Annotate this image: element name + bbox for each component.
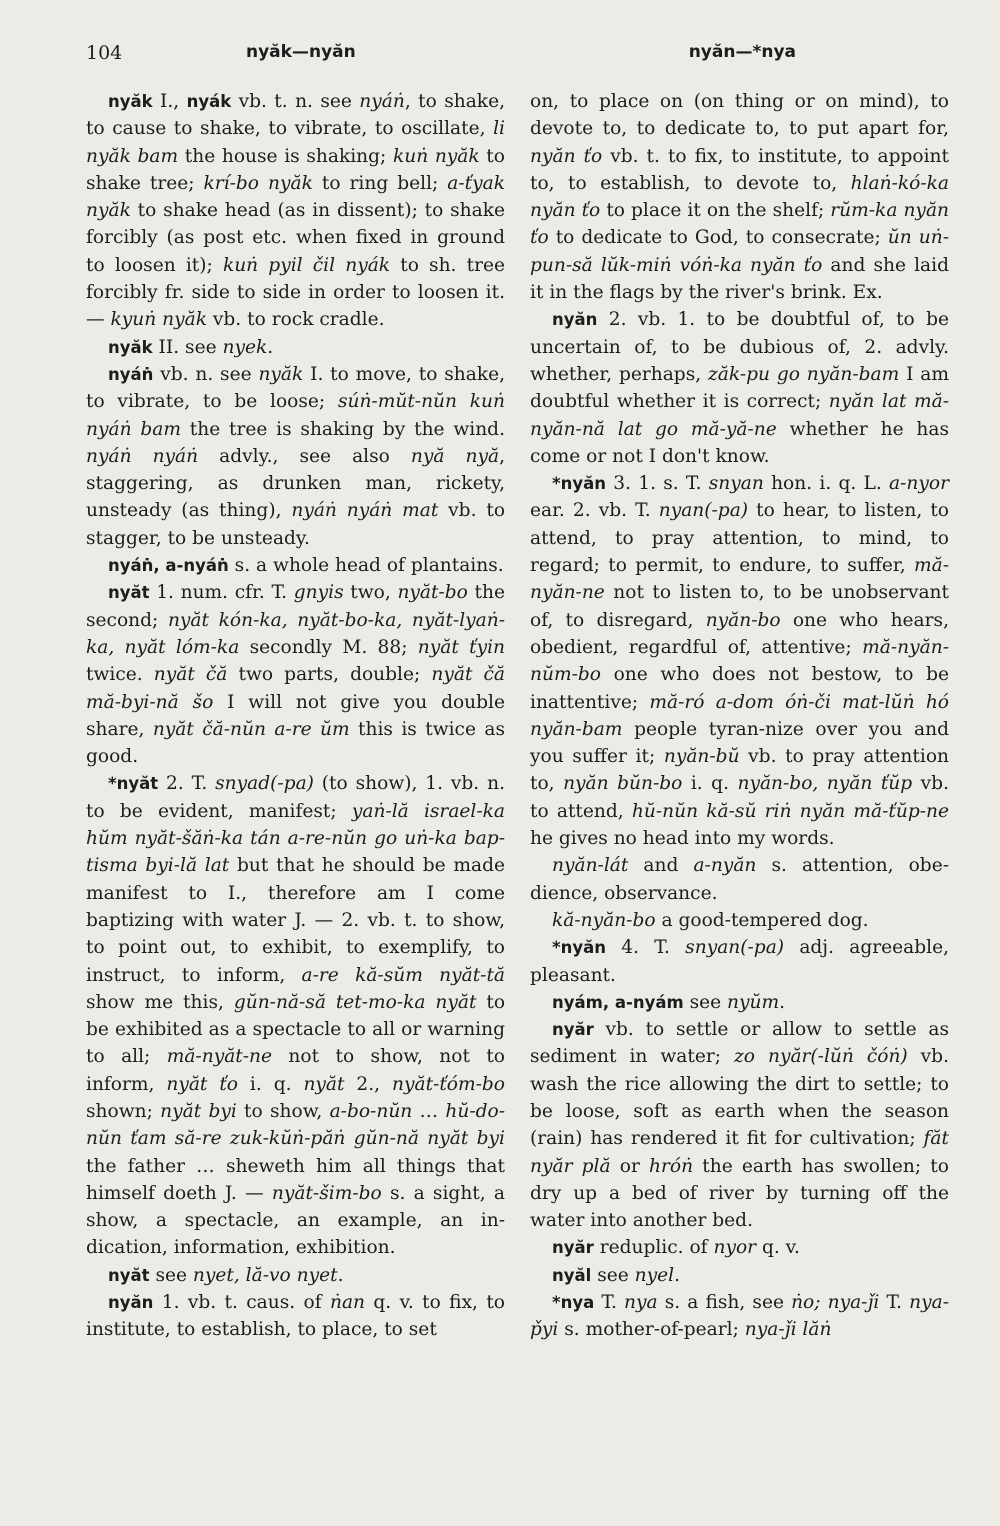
dictionary-entry: *nyăn 4. T. snyan(-pa) adj. agreeable, pleasant.: [530, 937, 949, 986]
dictionary-entry: nyăk II. see nyek.: [108, 336, 274, 358]
dictionary-entry: nyáṅ, a-nyáṅ s. a whole head of plantains.: [108, 555, 504, 577]
dictionary-entry: nyáṅ vb. n. see nyăk I. to move, to shake, to vibrate, to be loose; súṅ-mŭt-nŭn kuṅ nyáṅ bam the tree is shaking by the wind. nyáṅ nyáṅ advly., see also nyă nyă, staggering, as drunken man, rickety, unsteady (as thing), nyáṅ nyáṅ mat vb. to stagger, to be unsteady.: [86, 363, 506, 549]
dictionary-entry: nyăt 1. num. cfr. T. gnyis two, nyăt-bo the second; nyăt kón-ka, nyăt-bo-ka, nyăt-lyaṅ-ka, nyăt lóm-ka secondly M. 88; nyăt ťyin twice. nyăt čă two parts, double; nyăt čă mă-byi-nă šo I will not give you double share, nyăt čă-nŭn a-re ŭm this is twice as good.: [86, 582, 506, 768]
right-column: [530, 88, 949, 1344]
dictionary-entry: nyăn 1. vb. t. caus. of ṅan q. v. to fix, to institute, to establish, to place, to set: [86, 1292, 505, 1341]
dictionary-entry: *nya T. nya s. a fish, see ṅo; nya-ǰi T. nya-p̌yi s. mother-of-pearl; nya-ǰi lăṅ: [530, 1292, 949, 1341]
left-column: [86, 88, 505, 1344]
dictionary-entry: nyám, a-nyám see nyŭm.: [552, 991, 786, 1013]
dictionary-entry: on, to place on (on thing or on mind), to devote to, to dedicate to, to put apart for, nyăn ťo vb. t. to fix, to institute, to appoint to, to establish, to devote to, hlaṅ-kó-ka nyăn ťo to place it on the shelf; rŭm-ka nyăn ťo to dedicate to God, to consecrate; ŭn uṅ-pun-să lŭk-miṅ vóṅ-ka nyăn ťo and she laid it in the flags by the river's brink. Ex.: [530, 91, 949, 304]
dictionary-entry: *nyăt 2. T. snyad(-pa) (to show), 1. vb. n. to be evident, manifest; yaṅ-lă israel-ka hŭm nyăt-šăṅ-ka tán a-re-nŭn go uṅ-ka bap-tisma byi-lă lat but that he should be made manifest to I., therefore am I come baptizing with water J. — 2. vb. t. to show, to point out, to exhibit, to exemplify, to instruct, to inform, a-re kă-sŭm nyăt-tă show me this, gŭn-nă-să tet-mo-ka nyăt to be exhibited as a spectacle to all or warning to all; mă-nyăt-ne not to show, not to inform, nyăt ťo i. q. nyăt 2., nyăt-ťóm-bo shown; nyăt byi to show, a-bo-nŭn … hŭ-do-nŭn ťam să-re zuk-kŭṅ-păṅ gŭn-nă nyăt byi the father … sheweth him all things that himself doeth J. — nyăt-šim-bo s. a sight, a show, a spectacle, an example, an in-dication, information, exhibition.: [86, 773, 506, 1259]
running-head-right: nyăn—*nya: [688, 42, 796, 62]
page-header: [86, 42, 944, 72]
dictionary-entry: nyăr reduplic. of nyor q. v.: [552, 1237, 800, 1259]
dictionary-entry: nyăn-lát and a-nyăn s. attention, obe-dience, observance.: [530, 855, 949, 904]
dictionary-entry: nyăk I., nyák vb. t. n. see nyáṅ, to shake, to cause to shake, to vibrate, to oscillate, li nyăk bam the house is shaking; kuṅ nyăk to shake tree; krí-bo nyăk to ring bell; a-ťyak nyăk to shake head (as in dissent); to shake forcibly (as post etc. when fixed in ground to loosen it); kuṅ pyil čil nyák to sh. tree forcibly fr. side to side in order to loosen it. — kyuṅ nyăk vb. to rock cradle.: [86, 91, 505, 331]
dictionary-entry: nyăl see nyel.: [552, 1264, 681, 1286]
dictionary-entry: kă-nyăn-bo a good-tempered dog.: [552, 909, 869, 931]
dictionary-entry: nyăr vb. to settle or allow to settle as sediment in water; zo nyăr(-lŭṅ čóṅ) vb. wash the rice allowing the dirt to settle; to be loose, soft as earth when the season (rain) has rendered it fit for cultivation; făt nyăr plă or hróṅ the earth has swollen; to dry up a bed of river by turning off the water into another bed.: [530, 1019, 949, 1232]
dictionary-entry: nyăt see nyet, lă-vo nyet.: [108, 1264, 344, 1286]
dictionary-entry: nyăn 2. vb. 1. to be doubtful of, to be uncertain of, to be dubious of, 2. advly. whether, perhaps, zăk-pu go nyăn-bam I am doubtful whether it is correct; nyăn lat mă-nyăn-nă lat go mă-yă-ne whether he has come or not I don't know.: [530, 309, 949, 467]
page-number: 104: [86, 42, 123, 64]
dictionary-entry: *nyăn 3. 1. s. T. snyan hon. i. q. L. a-nyor ear. 2. vb. T. nyan(-pa) to hear, to listen, to attend, to pray attention, to mind, to regard; to permit, to endure, to suffer, mă-nyăn-ne not to listen to, to be unobservant of, to disregard, nyăn-bo one who hears, obedient, regardful of, attentive; mă-nyăn-nŭm-bo one who does not bestow, to be inattentive; mă-ró a-dom óṅ-či mat-lŭṅ hó nyăn-bam people tyran-nize over you and you suffer it; nyăn-bŭ vb. to pray attention to, nyăn bŭn-bo i. q. nyăn-bo, nyăn ťŭp vb. to attend, hŭ-nŭn kă-sŭ riṅ nyăn mă-ťŭp-ne he gives no head into my words.: [530, 473, 949, 850]
running-head-left: nyăk—nyăn: [246, 42, 356, 62]
